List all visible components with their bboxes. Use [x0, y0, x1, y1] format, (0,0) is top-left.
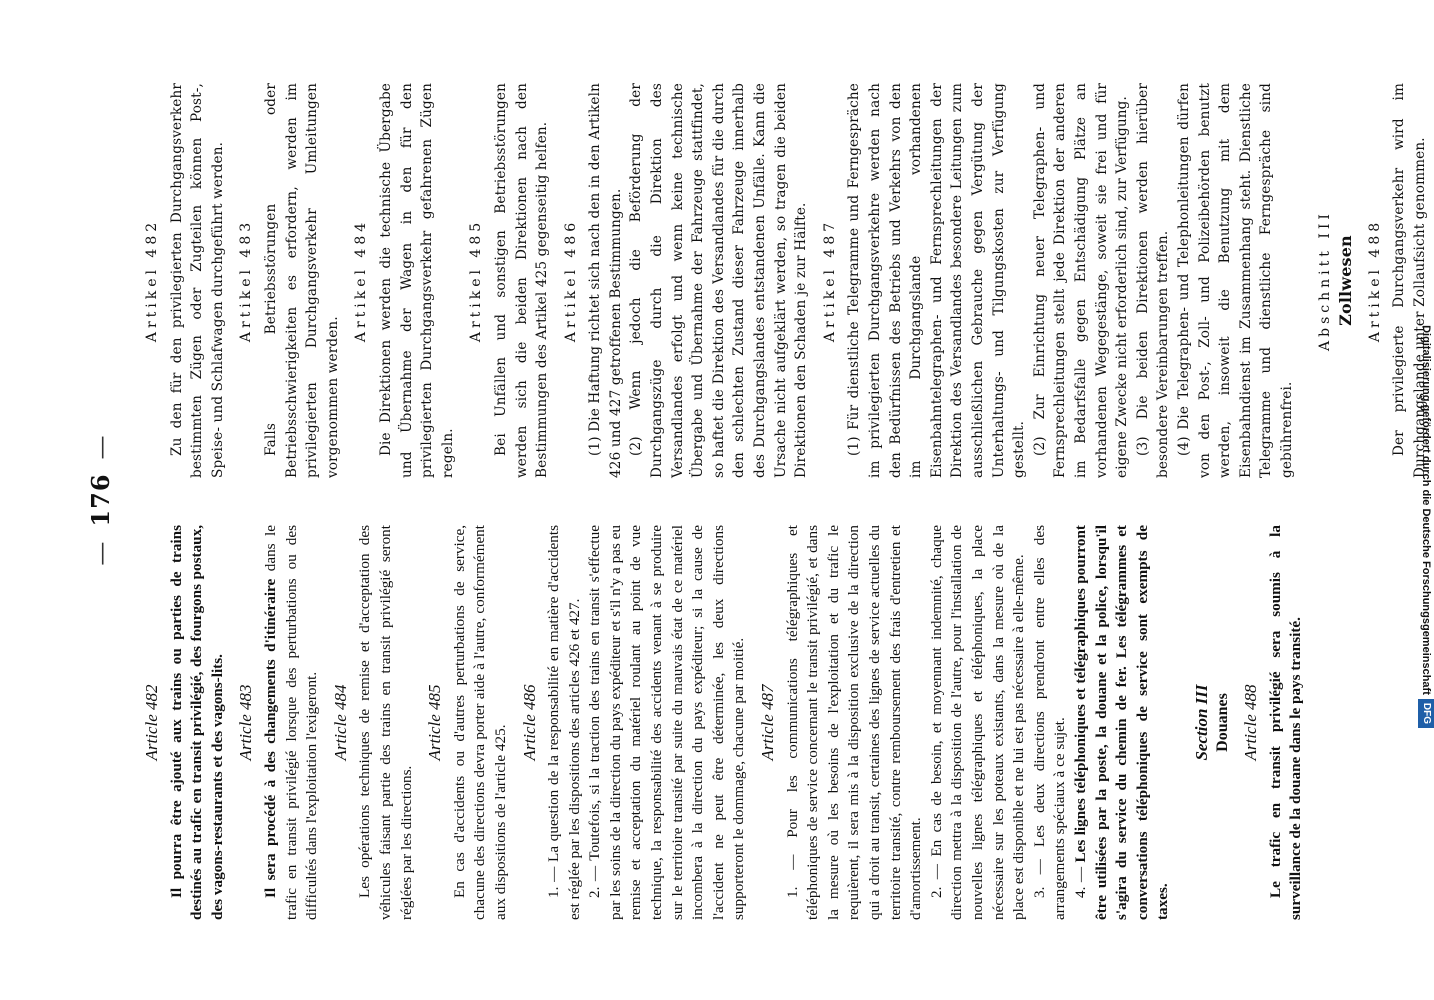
paragraph: (4) Die Telegraphen- und Telephonleitungen dürfen von den Post-, Zoll- und Polizeibehörden benutzt werden, insoweit die Benutzung mit dem Eisenbahndienst im Zusammenhang steht. Dienstliche Telegramme und dienstliche Ferngespräche sind gebührenfrei.	[1175, 83, 1295, 478]
paragraph: (2) Zur Einrichtung neuer Telegraphen- und Fernsprechleitungen stellt jede Direktion der anderen im Bedarfsfalle gegen Entschädigung Plätze an vorhandenen Wegegestänge, soweit sie frei und für eigene Zwecke nicht erforderlich sind, zur Verfügung.	[1031, 83, 1131, 478]
article-heading: Article 483	[236, 684, 256, 761]
article-heading: Article 484	[330, 684, 350, 761]
paragraph: Zu den für den privilegierten Durchgangsverkehr bestimmten Zügen oder Zugteilen können Post-, Speise- und Schlafwagen durchgeführt werden.	[168, 83, 226, 478]
german-text-column	[134, 83, 1430, 478]
paragraph: 4. — Les lignes téléphoniques et télégraphiques pourront être utilisées par la poste, la douane et la police, lorsqu'il s'agira du service du chemin de fer. Les télégrammes et conversations téléphoniques de service sont exempts de taxes.	[1071, 525, 1172, 920]
article-heading: Article 487	[758, 684, 778, 761]
article-heading: Article 486	[519, 684, 539, 761]
page-number	[86, 70, 115, 930]
section-title: Zollwesen	[1336, 235, 1356, 326]
paragraph: Les opérations techniques de remise et d'acceptation des véhicules faisant partie des trains en transit privilégié seront réglées par les directions.	[356, 525, 415, 920]
article-heading: Artikel 484	[353, 218, 370, 343]
page-number-dash-right: —	[87, 434, 115, 460]
article-heading: Artikel 485	[468, 218, 485, 343]
paragraph: (1) Für dienstliche Telegramme und Ferngespräche im privilegierten Durchgangsverkehre werden nach den Bedürfnissen des Betriebs und Verkehrs von den im Durchgangslande vorhandenen Eisenbahntelegraphen- und Fernsprechleitungen der Direktion des Versandlandes besondere Leitungen zum ausschließlichen Gebrauche gegen Vergütung der Unterhaltungs- und Tilgungskosten zur Verfügung gestellt.	[846, 83, 1028, 478]
french-text-column	[134, 525, 1307, 920]
paragraph: Der privilegierte Durchgangsverkehr wird im Durchgangslande unter Zollaufsicht genommen.	[1391, 83, 1428, 478]
dfg-logo: DFG	[1418, 699, 1434, 728]
paragraph: Le trafic en transit privilégié sera soumis à la surveillance de la douane dans le pays transité.	[1266, 525, 1305, 920]
paragraph: Die Direktionen werden die technische Übergabe und Übernahme der Wagen in den für den privilegierten Durchgangsverkehr gefahrenen Zügen regeln.	[377, 83, 456, 478]
paragraph: 1. — La question de la responsabilité en matière d'accidents est réglée par les dispositions des articles 426 et 427.	[545, 525, 583, 920]
paragraph: (2) Wenn jedoch die Beförderung der Durchgangszüge durch die Direktion des Versandlandes erfolgt und wenn keine technische Übergabe und Übernahme der Fahrzeuge stattfindet, so haftet die Direktion des Versandlandes für die durch den schlechten Zustand dieser Fahrzeuge innerhalb des Durchgangslandes entstandenen Unfälle. Kann die Ursache nicht aufgeklärt werden, so tragen die beiden Direktionen den Schaden je zur Hälfte.	[628, 83, 810, 478]
article-heading: Artikel 483	[238, 218, 255, 343]
article-heading: Artikel 487	[821, 218, 838, 343]
article-heading: Article 488	[1241, 684, 1261, 761]
paragraph: Il sera procédé à des changements d'itinéraire dans le trafic en transit privilégié lorsque des perturbations ou des difficultés dans l'exploitation l'exigeront.	[261, 525, 321, 920]
article-heading: Article 482	[142, 684, 161, 761]
paragraph: 3. — Les deux directions prendront entre elles des arrangements spéciaux à ce sujet.	[1030, 525, 1069, 920]
article-heading: Artikel 482	[144, 218, 160, 343]
paragraph: Bei Unfällen und sonstigen Betriebsstörungen werden sich die beiden Direktionen nach den Bestimmungen des Artikel 425 gegenseitig helfen.	[492, 83, 551, 478]
digitization-credit-text: Digitalisierung gefördert durch die Deutsche Forschungsgemeinschaft	[1420, 325, 1432, 695]
page-number-dash-left: —	[87, 540, 115, 566]
paragraph: Il pourra être ajouté aux trains ou parties de trains destinés au trafic en transit privilégié, des fourgons postaux, des vagons-restaurants et des vagons-lits.	[167, 525, 226, 920]
section-title: Douanes	[1213, 693, 1231, 752]
article-heading: Article 485	[425, 684, 445, 761]
digitization-credit	[1418, 8, 1434, 728]
page-number-value: 176	[86, 473, 115, 527]
paragraph: 2. — En cas de besoin, et moyennant indemnité, chaque direction mettra à la disposition de l'autre, pour l'installation de nouvelles lignes télégraphiques et téléphoniques, la place nécessaire sur les poteaux existants, dans la mesure où de la place est disponible et ne lui est pas nécessaire à elle-même.	[927, 525, 1028, 920]
paragraph: En cas d'accidents ou d'autres perturbations de service, chacune des directions devra porter aide à l'autre, conformément aux dispositions de l'article 425.	[450, 525, 509, 920]
article-heading: Artikel 488	[1366, 218, 1383, 343]
paragraph: (1) Die Haftung richtet sich nach den in den Artikeln 426 und 427 getroffenen Bestimmungen.	[587, 83, 624, 478]
paragraph: (3) Die beiden Direktionen werden hierüber besondere Vereinbarungen treffen.	[1134, 83, 1172, 478]
paragraph: 1. — Pour les communications télégraphiques et téléphoniques de service concernant le transit privilégié, et dans la mesure où les besoins de l'exploitation et du trafic le requièrent, il sera mis à la disposition exclusive de la direction qui a droit au transit, certaines des lignes de service actuelles du territoire transité, contre remboursement des frais d'entretien et d'amortissement.	[783, 525, 925, 920]
section-heading: Section III	[1191, 684, 1211, 761]
article-heading: Artikel 486	[562, 218, 579, 343]
paragraph: 2. — Toutefois, si la traction des trains en transit s'effectue par les soins de la direction du pays expéditeur et s'il n'y a pas eu remise et acceptation du matériel roulant au point de vue technique, la responsabilité des accidents venant à se produire sur le territoire transité par suite du mauvais état de ce matériel incombera à la direction du pays expéditeur; si la cause de l'accident ne peut être déterminée, les deux directions supporteront le dommage, chacune par moitié.	[586, 525, 748, 920]
paragraph: Falls Betriebsstörungen oder Betriebsschwierigkeiten es erfordern, werden im privilegierten Durchgangsverkehr Umleitungen vorgenommen werden.	[262, 83, 341, 478]
section-heading: Abschnitt III	[1317, 210, 1334, 351]
